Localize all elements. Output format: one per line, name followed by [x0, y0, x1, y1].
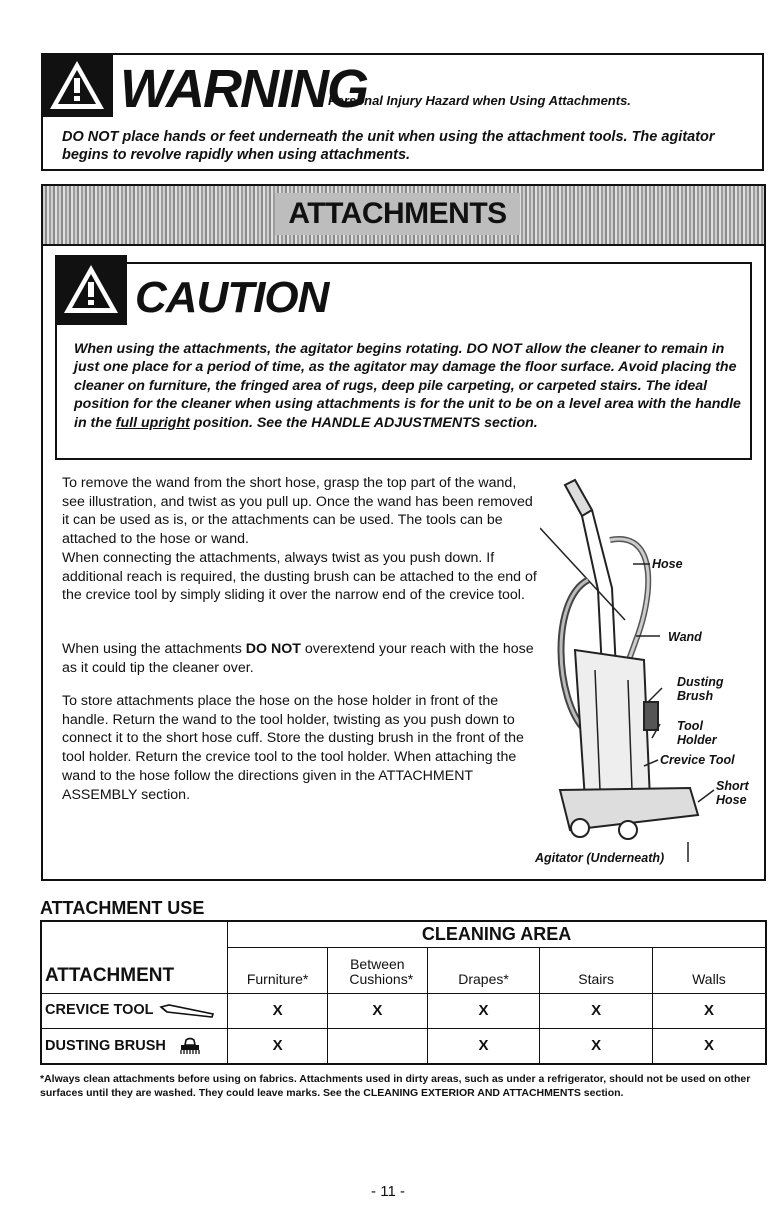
- label-agitator: Agitator (Underneath): [535, 851, 665, 865]
- column-header-drapes: Drapes*: [427, 947, 540, 993]
- caution-text-end: position. See the HANDLE ADJUSTMENTS section.: [189, 414, 538, 431]
- table-row: [41, 993, 766, 1028]
- cleaning-area-header: CLEANING AREA: [228, 921, 766, 947]
- caution-text-underlined: full upright: [115, 414, 190, 431]
- mark-cell: X: [652, 993, 766, 1028]
- label-crevice-tool: Crevice Tool: [660, 753, 735, 767]
- mark-cell: X: [540, 1028, 653, 1064]
- table-header-row: [41, 921, 766, 947]
- mark-cell: X: [652, 1028, 766, 1064]
- instructions-text: When using the attachments: [62, 641, 246, 657]
- footnote: *Always clean attachments before using on fabrics. Attachments used in dirty areas, such as under a refrigerator, should not be used on other surfaces until they are washed. They could leave marks. See the CLEANING EXTERIOR AND ATTACHMENTS section.: [40, 1073, 751, 1099]
- mark-cell: X: [427, 993, 540, 1028]
- instructions-connecting: When connecting the attachments, always twist as you push down. If additional reach is required, the dusting brush can be attached to the end of the crevice tool by simply sliding it over the narrow end of the crevice tool.: [62, 549, 537, 604]
- label-wand: Wand: [668, 630, 702, 644]
- dusting-brush-icon: [178, 1036, 202, 1056]
- label-dusting-brush: Dusting Brush: [677, 675, 724, 703]
- crevice-tool-icon: [159, 1003, 215, 1019]
- instructions-emphasis: DO NOT: [245, 641, 301, 657]
- mark-cell: X: [327, 993, 427, 1028]
- mark-cell: X: [540, 993, 653, 1028]
- mark-cell: X: [228, 993, 328, 1028]
- attachments-title: ATTACHMENTS: [275, 193, 520, 235]
- warning-symbol-block: [41, 53, 113, 117]
- column-header-walls: Walls: [652, 947, 766, 993]
- vacuum-illustration: [540, 470, 760, 870]
- attachment-column-header: ATTACHMENT: [41, 947, 228, 993]
- column-header-between-cushions: Between Cushions*: [327, 947, 427, 993]
- instructions-paragraph-1: [62, 474, 542, 605]
- table-column-header-row: [41, 947, 766, 993]
- row-label-crevice-tool: CREVICE TOOL: [41, 993, 228, 1028]
- caution-triangle-icon: [61, 262, 121, 316]
- instructions-paragraph-2: [62, 640, 542, 677]
- label-hose: Hose: [652, 557, 683, 571]
- caution-text-start: When using the attachments, the agitator begins rotating. DO NOT allow the cleaner to remain in just one place for a period of time, as the agitator may damage the floor surface. Avoid placing the cleaner on furniture, the fringed area of rugs, deep pile carpeting, or carpeted stairs. The ideal position for the cleaner when using attachments is for the unit to be on a level area with the handle in the: [74, 341, 741, 431]
- mark-cell: X: [228, 1028, 328, 1064]
- label-short-hose: Short Hose: [716, 779, 749, 807]
- column-header-stairs: Stairs: [540, 947, 653, 993]
- instructions-remove-wand: To remove the wand from the short hose, grasp the top part of the wand, see illustration, and twist as you pull up. Once the wand has been removed it can be used as is, or the attachments can be used. The tools can be attached to the hose or wand.: [62, 475, 533, 548]
- attachment-use-table: [40, 920, 767, 1065]
- warning-triangle-icon: [47, 58, 107, 112]
- warning-box-edge: [41, 117, 56, 171]
- page-number: - 11 -: [371, 1183, 405, 1200]
- caution-title: CAUTION: [135, 273, 329, 322]
- warning-text: DO NOT place hands or feet underneath the unit when using the attachment tools. The agitator begins to revolve rapidly when using attachments.: [62, 129, 715, 163]
- mark-cell: [327, 1028, 427, 1064]
- label-tool-holder: Tool Holder: [677, 719, 717, 747]
- instructions-text: overextend your reach with the hose as it could tip the cleaner over.: [62, 641, 534, 676]
- column-header-furniture: Furniture*: [228, 947, 328, 993]
- caution-text: [74, 340, 744, 432]
- warning-title: WARNING: [120, 59, 367, 119]
- warning-subtitle: Personal Injury Hazard when Using Attachments.: [328, 93, 631, 108]
- table-row: [41, 1028, 766, 1064]
- row-label-dusting-brush: DUSTING BRUSH: [41, 1028, 228, 1064]
- mark-cell: X: [427, 1028, 540, 1064]
- instructions-paragraph-3: To store attachments place the hose on the hose holder in front of the handle. Return the wand to the tool holder, twisting as you push down to connect it to the short hose cuff. Store the dusting brush in the front of the tool holder. Return the crevice tool to the tool holder. When attaching the wand to the hose follow the directions given in the ATTACHMENT ASSEMBLY section.: [62, 693, 524, 803]
- attachment-use-heading: ATTACHMENT USE: [40, 898, 205, 918]
- caution-symbol-block: [55, 255, 127, 325]
